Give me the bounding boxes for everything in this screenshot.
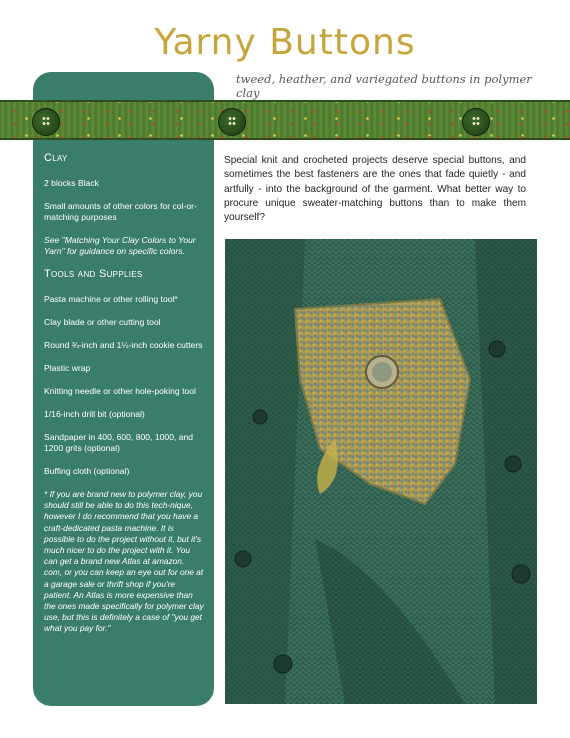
tool-item: Pasta machine or other rolling tool* xyxy=(44,294,178,304)
intro-paragraph: Special knit and crocheted projects deserve special buttons, and sometimes the best fasteners are the ones that fade quietly - and artfully - into the background of the garment. What better way to procure unique sweater-matching buttons than to make them yourself? xyxy=(224,155,526,224)
clay-item: Small amounts of other colors for col-or-matching purposes xyxy=(44,201,197,222)
page-subtitle: tweed, heather, and variegated buttons in polymer clay xyxy=(236,72,532,100)
knit-band-image xyxy=(0,100,570,140)
tool-item: 1/16-inch drill bit (optional) xyxy=(44,409,145,419)
footnote: * If you are brand new to polymer clay, you should still be able to do this tech-nique, however I do recommend that you have a craft-dedicated pasta machine. It is possible to do the project without it, but it's much nicer to do the project with it. You can get a brand new Atlas at amazon. com, or you can keep an eye out for one at a garage sale or thrift shop if you're patient. An Atlas is more expensive than the ones made specifically for polymer clay use, but this is definitely a case of "you get what you pay for." xyxy=(44,489,204,634)
sweater-photo xyxy=(225,239,537,704)
tool-item: Sandpaper in 400, 600, 800, 1000, and 1200 grits (optional) xyxy=(44,432,194,453)
clay-note: See "Matching Your Clay Colors to Your Yarn" for guidance on specific colors. xyxy=(44,235,196,256)
tool-item: Plastic wrap xyxy=(44,363,91,373)
tool-item: Round ¾-inch and 1¼-inch cookie cutters xyxy=(44,340,203,350)
button-image xyxy=(218,108,246,136)
clay-item: 2 blocks Black xyxy=(44,178,99,188)
tools-heading: Tools and Supplies xyxy=(44,268,143,280)
supplies-list xyxy=(44,153,204,635)
tool-item: Buffing cloth (optional) xyxy=(44,466,130,476)
clay-heading: Clay xyxy=(44,152,68,164)
tool-item: Knitting needle or other hole-poking tool xyxy=(44,386,196,396)
tool-item: Clay blade or other cutting tool xyxy=(44,317,161,327)
button-image xyxy=(462,108,490,136)
page-title: Yarny Buttons xyxy=(154,22,416,63)
button-image xyxy=(32,108,60,136)
